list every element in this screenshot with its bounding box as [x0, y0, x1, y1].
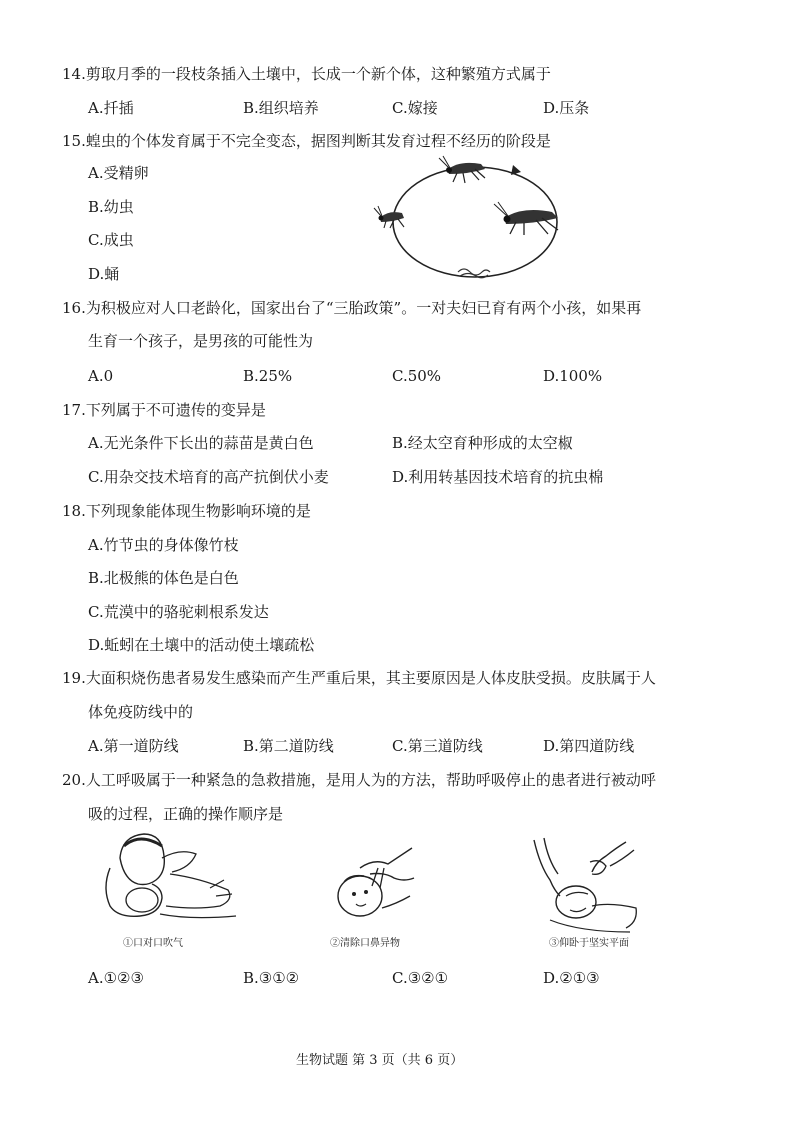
supine-position-illustration	[530, 836, 640, 936]
q20-option-b: B.③①②	[243, 969, 300, 987]
q14-option-a: A.扦插	[88, 99, 134, 117]
q17-option-a: A.无光条件下长出的蒜苗是黄白色	[88, 434, 314, 452]
page-footer: 生物试题 第 3 页（共 6 页）	[296, 1053, 464, 1068]
q19-option-a: A.第一道防线	[88, 737, 179, 755]
adult-locust-right-icon	[494, 202, 558, 235]
nymph-locust-icon	[374, 206, 404, 228]
q18-option-a: A.竹节虫的身体像竹枝	[88, 536, 239, 554]
q16-stem-line2: 生育一个孩子，是男孩的可能性为	[88, 332, 314, 350]
q15-stem: 15.蝗虫的个体发育属于不完全变态，据图判断其发育过程不经历的阶段是	[62, 132, 551, 150]
locust-life-cycle-figure	[370, 150, 590, 285]
q20-option-c: C.③②①	[392, 969, 449, 987]
q17-option-d: D.利用转基因技术培育的抗虫棉	[392, 468, 604, 486]
q19-option-c: C.第三道防线	[392, 737, 483, 755]
q17-option-b: B.经太空育种形成的太空椒	[392, 434, 573, 452]
q15-option-c: C.成虫	[88, 231, 134, 249]
q19-stem-line2: 体免疫防线中的	[88, 703, 194, 721]
adult-locust-icon	[439, 156, 485, 183]
q19-stem-line1: 19.大面积烧伤患者易发生感染而产生严重后果，其主要原因是人体皮肤受损。皮肤属于人	[62, 669, 656, 687]
q18-option-d: D.蚯蚓在土壤中的活动使土壤疏松	[88, 636, 315, 654]
caption-figure-1: ①口对口吹气	[123, 938, 183, 949]
q16-stem-line1: 16.为积极应对人口老龄化，国家出台了“三胎政策”。一对夫妇已育有两个小孩，如果再	[62, 299, 642, 317]
q16-option-d: D.100%	[543, 367, 603, 385]
q19-option-d: D.第四道防线	[543, 737, 635, 755]
q18-option-b: B.北极熊的体色是白色	[88, 569, 239, 587]
q19-option-b: B.第二道防线	[243, 737, 334, 755]
q14-stem: 14.剪取月季的一段枝条插入土壤中，长成一个新个体，这种繁殖方式属于	[62, 65, 551, 83]
caption-figure-3: ③仰卧于坚实平面	[549, 938, 629, 949]
q16-option-a: A.0	[88, 367, 114, 385]
q15-option-a: A.受精卵	[88, 164, 149, 182]
q20-stem-line1: 20.人工呼吸属于一种紧急的急救措施，是用人为的方法，帮助呼吸停止的患者进行被动呼	[62, 771, 656, 789]
q20-option-d: D.②①③	[543, 969, 600, 987]
q15-option-d: D.蛹	[88, 265, 120, 283]
q14-option-b: B.组织培养	[243, 99, 319, 117]
q16-option-b: B.25%	[243, 367, 293, 385]
q17-option-c: C.用杂交技术培育的高产抗倒伏小麦	[88, 468, 329, 486]
q15-option-b: B.幼虫	[88, 198, 134, 216]
q20-option-a: A.①②③	[88, 969, 144, 987]
q17-stem: 17.下列属于不可遗传的变异是	[62, 401, 266, 419]
q14-option-c: C.嫁接	[392, 99, 438, 117]
caption-figure-2: ②清除口鼻异物	[330, 938, 400, 949]
cycle-arrow-head	[511, 165, 521, 175]
q20-stem-line2: 吸的过程，正确的操作顺序是	[88, 805, 284, 823]
q14-option-d: D.压条	[543, 99, 590, 117]
clear-airway-illustration	[330, 838, 420, 928]
mouth-to-mouth-illustration	[100, 828, 240, 928]
q18-option-c: C.荒漠中的骆驼刺根系发达	[88, 603, 269, 621]
q16-option-c: C.50%	[392, 367, 442, 385]
q18-stem: 18.下列现象能体现生物影响环境的是	[62, 502, 311, 520]
